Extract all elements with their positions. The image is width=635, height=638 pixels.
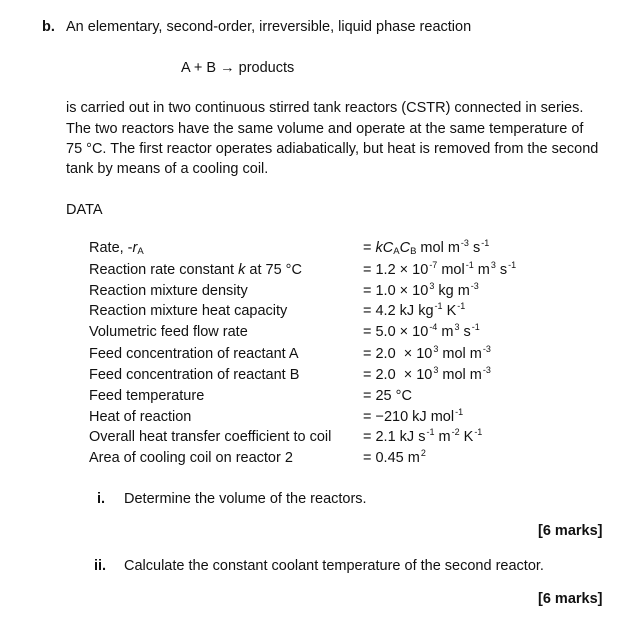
data-row-value-rate: = $kC_AC_B$ mol $m^{-3}$ $s^{-1}$ — [363, 238, 490, 257]
question-text: Determine the volume of the reactors. — [124, 491, 367, 507]
data-row-label-heat-capacity: Reaction mixture heat capacity — [89, 303, 288, 319]
data-row-value-density: = $1.0 \times 10^3$ kg $m^{-3}$ — [363, 281, 479, 299]
data-row-value-heat-capacity: = 4.2 kJ $kg^{-1}$ $K^{-1}$ — [363, 301, 466, 319]
part-label: b. — [42, 19, 55, 35]
reaction-equation: A + B → products — [181, 60, 295, 76]
question-marks: [6 marks] — [538, 523, 603, 539]
data-row-label-feed-temp: Feed temperature — [89, 388, 205, 404]
data-row-label-feed-flow: Volumetric feed flow rate — [89, 324, 248, 340]
data-row-label-rate-constant: Reaction rate constant k at 75 °C — [89, 262, 302, 278]
paragraph-line: tank by means of a cooling coil. — [66, 161, 269, 177]
data-row-value-heat-of-reaction: = −210 kJ mol$^{-1}$ — [363, 407, 464, 425]
data-heading: DATA — [66, 202, 103, 218]
data-row-value-feed-conc-a: = $2.0 \times 10^3$ mol $m^{-3}$ — [363, 344, 491, 362]
paragraph-line: is carried out in two continuous stirred tank reactors (CSTR) connected in series. — [66, 100, 584, 116]
data-row-label-heat-of-reaction: Heat of reaction — [89, 409, 192, 425]
intro-text: An elementary, second-order, irreversible, liquid phase reaction — [66, 19, 472, 35]
data-row-value-coil-area: = 0.45 $m^2$ — [363, 448, 426, 466]
question-number: i. — [97, 491, 106, 507]
paragraph-line: The two reactors have the same volume and operate at the same temperature of — [66, 121, 584, 137]
data-row-label-feed-conc-a: Feed concentration of reactant A — [89, 346, 299, 362]
question-number: ii. — [94, 558, 107, 574]
data-row-label-heat-transfer-coeff: Overall heat transfer coefficient to coil — [89, 429, 332, 445]
data-row-label-density: Reaction mixture density — [89, 283, 248, 299]
data-row-value-feed-conc-b: = $2.0 \times 10^3$ mol $m^{-3}$ — [363, 365, 491, 383]
question-marks: [6 marks] — [538, 591, 603, 607]
data-row-label-feed-conc-b: Feed concentration of reactant B — [89, 367, 300, 383]
data-row-value-feed-temp: = 25 °C — [363, 388, 412, 404]
data-row-label-rate: Rate, $-r_A$ — [89, 240, 144, 257]
data-row-label-coil-area: Area of cooling coil on reactor 2 — [89, 450, 293, 466]
question-text: Calculate the constant coolant temperature of the second reactor. — [124, 558, 544, 574]
paragraph-line: 75 °C. The first reactor operates adiabatically, but heat is removed from the second — [66, 141, 599, 157]
data-row-value-feed-flow: = $5.0 \times 10^{-4}$ $m^3$ $s^{-1}$ — [363, 322, 480, 340]
data-row-value-heat-transfer-coeff: = 2.1 kJ $s^{-1}$ $m^{-2}$ $K^{-1}$ — [363, 427, 483, 445]
data-row-value-rate-constant: = $1.2 \times 10^{-7}$ mol$^{-1}$ $m^3$ $s^{-1}$ — [363, 260, 517, 278]
